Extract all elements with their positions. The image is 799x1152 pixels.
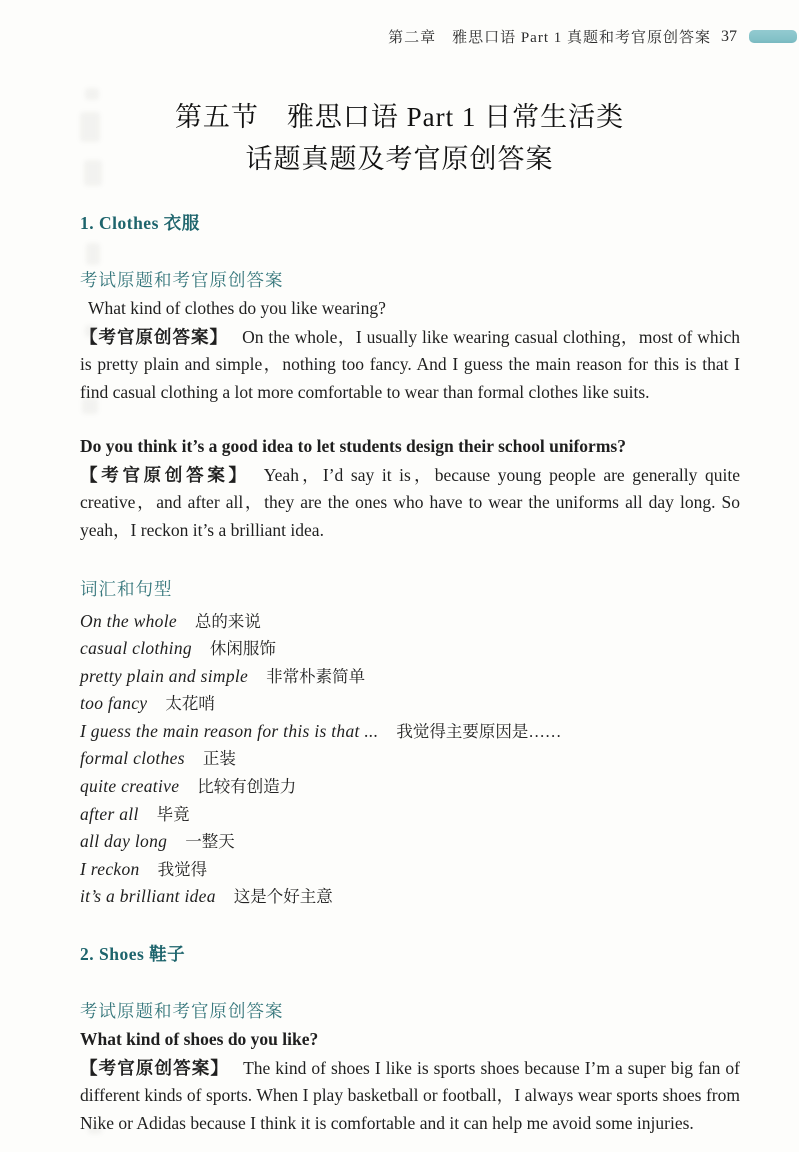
vocab-item <box>80 690 740 718</box>
vocab-item <box>80 773 740 801</box>
vocab-chinese: 正装 <box>202 749 236 769</box>
vocab-english: all day long <box>80 831 168 852</box>
vocab-english: quite creative <box>80 776 180 797</box>
vocab-english: I reckon <box>80 858 140 879</box>
question-clothes-2: Do you think it’s a good idea to let students design their school uniforms? <box>80 436 626 456</box>
vocab-chinese: 毕竟 <box>156 804 190 824</box>
qa-heading-clothes: 考试原题和考官原创答案 <box>80 269 284 290</box>
vocab-heading: 词汇和句型 <box>80 579 173 599</box>
vocab-item <box>80 801 740 829</box>
answer-label: 【考官原创答案】 <box>80 1057 230 1078</box>
vocab-chinese: 这是个好主意 <box>233 887 333 907</box>
topic-heading-clothes: 1. Clothes 衣服 <box>80 213 200 233</box>
vocab-english: after all <box>80 803 139 824</box>
answer-shoes-1 <box>80 1055 740 1138</box>
question-shoes-1: What kind of shoes do you like? <box>80 1029 319 1050</box>
vocab-chinese: 我觉得主要原因是…… <box>396 721 562 741</box>
running-header <box>0 26 799 47</box>
page-content <box>0 210 799 1137</box>
qa-heading-shoes: 考试原题和考官原创答案 <box>80 1000 284 1021</box>
answer-text: On the whole，I usually like wearing casual clothing，most of which is pretty plain and simple，nothing too fancy. And I guess the main reason for this is that I find casual clothing a lot more comfortable to wear than formal clothes like suits. <box>80 326 740 402</box>
vocab-english: it’s a brilliant idea <box>80 886 216 907</box>
vocab-chinese: 休闲服饰 <box>209 639 276 659</box>
section-title <box>0 96 799 180</box>
vocab-item <box>80 745 740 773</box>
section-title-line1: 第五节 雅思口语 Part 1 日常生活类 <box>174 102 625 132</box>
vocab-english: casual clothing <box>80 638 192 659</box>
vocab-chinese: 太花哨 <box>165 694 215 714</box>
vocab-item <box>80 663 740 691</box>
vocab-chinese: 比较有创造力 <box>197 777 297 797</box>
answer-label: 【考官原创答案】 <box>80 464 250 485</box>
vocab-chinese: 总的来说 <box>194 611 261 631</box>
vocab-list <box>80 608 740 912</box>
vocab-english: pretty plain and simple <box>80 665 249 686</box>
vocab-chinese: 一整天 <box>185 832 235 852</box>
vocab-item <box>80 718 740 746</box>
vocab-item <box>80 635 740 663</box>
vocab-english: formal clothes <box>80 748 185 769</box>
vocab-english: I guess the main reason for this is that ... <box>80 720 379 741</box>
vocab-chinese: 我觉得 <box>157 859 208 879</box>
vocab-item <box>80 883 740 911</box>
vocab-english: On the whole <box>80 610 177 631</box>
answer-label: 【考官原创答案】 <box>80 326 229 347</box>
header-accent-bar <box>749 30 797 43</box>
answer-text: Yeah，I’d say it is，because young people are generally quite creative，and after all，they are the ones who have to wear the uniforms all day long. So yeah，I reckon it’s a brilliant idea. <box>80 464 740 540</box>
vocab-item <box>80 856 740 884</box>
vocab-item <box>80 608 740 636</box>
topic-heading-shoes: 2. Shoes 鞋子 <box>80 944 186 965</box>
answer-clothes-2 <box>80 462 740 545</box>
page-number: 37 <box>721 27 737 45</box>
running-header-chapter: 第二章 雅思口语 Part 1 真题和考官原创答案 <box>388 30 711 46</box>
vocab-item <box>80 828 740 856</box>
answer-clothes-1 <box>80 324 740 407</box>
vocab-english: too fancy <box>80 693 148 714</box>
section-title-line2: 话题真题及考官原创答案 <box>245 144 554 174</box>
vocab-chinese: 非常朴素简单 <box>266 666 366 686</box>
answer-text: The kind of shoes I like is sports shoes because I’m a super big fan of different kinds of sports. When I play basketball or football，I always wear sports shoes from Nike or Adidas because I think it is comfortable and it can help me avoid some injuries. <box>80 1057 740 1133</box>
question-clothes-1: What kind of clothes do you like wearing? <box>88 298 386 318</box>
